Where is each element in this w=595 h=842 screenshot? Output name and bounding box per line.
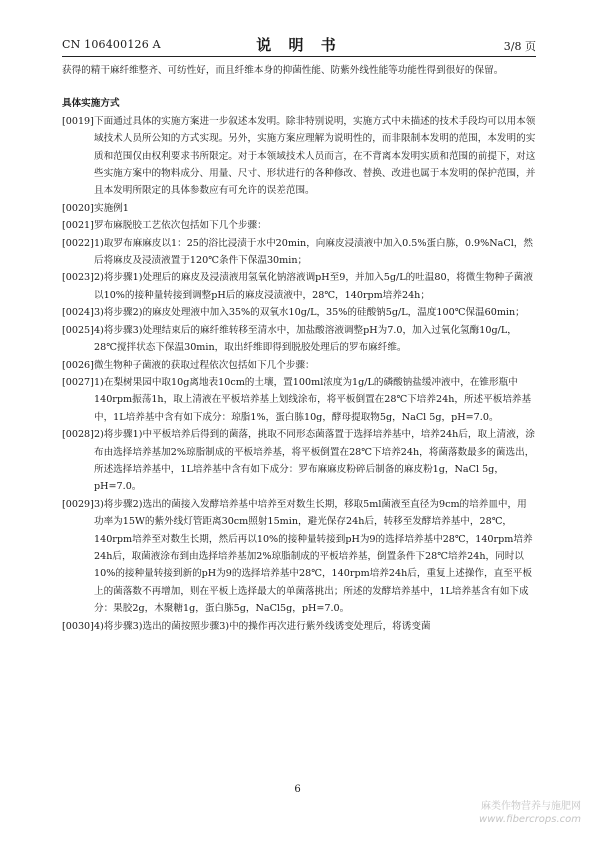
paragraph xyxy=(62,496,536,618)
intro-text: 获得的精干麻纤维整齐、可纺性好，而且纤维本身的抑菌性能、防紫外线性能等功能性得到很好的保留。 xyxy=(62,65,504,76)
watermark xyxy=(479,800,581,826)
paragraph-text: 2)将步骤1)中平板培养后得到的菌落，挑取不同形态菌落置于选择培养基中，培养24h后，取上清液，涂布由选择培养基加2%琼脂制成的平板培养基，将平板倒置在28℃下培养24h，将菌落数最多的菌选出，所述选择培养基中，1L培养基中含有如下成分：罗布麻麻皮粉碎后制备的麻皮粉1g，NaCl 5g，pH=7.0。 xyxy=(94,429,536,493)
paragraph-text: 实施例1 xyxy=(94,202,129,214)
paragraph-text: 罗布麻脱胶工艺依次包括如下几个步骤： xyxy=(94,220,267,232)
paragraph-number: [0027] xyxy=(62,376,94,388)
watermark-url: www.fibercrops.com xyxy=(479,814,581,825)
paragraph-text: 2)将步骤1)处理后的麻皮及浸渍液用氢氧化钠溶液调pH至9，并加入5g/L的吐温80，将微生物种子菌液以10%的接种量转接到调整pH后的麻皮浸渍液中，28℃，140rpm培养24h； xyxy=(94,272,533,301)
page-number: 6 xyxy=(294,784,301,795)
paragraph-number: [0019] xyxy=(62,115,94,127)
paragraph xyxy=(62,426,536,496)
paragraph-number: [0023] xyxy=(62,272,94,284)
watermark-site-name: 麻类作物营养与施肥网 xyxy=(481,801,581,812)
paragraph-number: [0020] xyxy=(62,202,94,214)
paragraph xyxy=(62,618,536,635)
header-rule xyxy=(62,56,536,57)
paragraph-number: [0022] xyxy=(62,237,94,249)
page-indicator: 3/8 页 xyxy=(503,40,536,53)
paragraph xyxy=(62,269,536,304)
paragraph-text: 3)将步骤2)的麻皮处理液中加入35%的双氧水10g/L，35%的硅酸钠5g/L，温度100℃保温60min； xyxy=(94,307,525,319)
paragraph xyxy=(62,374,536,426)
paragraph-text: 4)将步骤3)处理结束后的麻纤维转移至清水中，加盐酸溶液调整pH为7.0，加入过氧化氢酶10g/L，28℃搅拌状态下保温30min，取出纤维即得到脱胶处理后的罗布麻纤维。 xyxy=(94,324,517,354)
document-title: 说 明 书 xyxy=(256,36,342,54)
paragraph-number: [0029] xyxy=(62,498,94,510)
paragraph xyxy=(62,322,536,357)
paragraph-number: [0025] xyxy=(62,324,94,336)
paragraph xyxy=(62,200,536,217)
paragraph xyxy=(62,235,536,270)
paragraph xyxy=(62,217,536,234)
paragraph-text: 1)在梨树果园中取10g离地表10cm的土壤，置100ml浓度为1g/L的磷酸钠盐缓冲液中，在锥形瓶中140rpm振荡1h，取上清液在平板培养基上划线涂布，将平板倒置在28℃下培养24h，所述平板培养基中，1L培养基中含有如下成分：琼脂1%，蛋白胨10g，酵母提取物5g，NaCl 5g，pH=7.0。 xyxy=(94,376,532,423)
paragraph-text: 下面通过具体的实施方案进一步叙述本发明。除非特别说明，实施方式中未描述的技术手段均可以用本领域技术人员所公知的方式实现。另外，实施方案应理解为说明性的，而非限制本发明的范围，本发明的实质和范围仅由权利要求书所限定。对于本领域技术人员而言，在不背离本发明实质和范围的前提下，对这些实施方案中的物料成分、用量、尺寸、形状进行的各种修改、替换、改进也属于本发明的保护范围，并且本发明所限定的具体参数应有可允许的误差范围。 xyxy=(94,115,536,197)
paragraph-number: [0024] xyxy=(62,307,94,319)
patent-number: CN 106400126 A xyxy=(62,38,161,51)
paragraph-number: [0026] xyxy=(62,359,94,371)
page-header xyxy=(62,34,536,54)
paragraph-text: 微生物种子菌液的获取过程依次包括如下几个步骤： xyxy=(94,359,315,371)
paragraph xyxy=(62,113,536,200)
paragraph-text: 3)将步骤2)选出的菌接入发酵培养基中培养至对数生长期，移取5ml菌液至直径为9cm的培养皿中，用功率为15W的紫外线灯管距离30cm照射15min，避光保存24h后，转移至发酵培养基中，28℃，140rpm培养至对数生长期，然后再以10%的接种量转接到pH为9的选择培养基中28℃，140rpm培养24h后，取菌液涂布到由选择培养基加2%琼脂制成的平板培养基，倒置条件下28℃培养24h，同时以10%的接种量转接到新的pH为9的选择培养基中28℃，140rpm培养24h后，重复上述操作，直至平板上的菌落数不再增加，则在平板上选择最大的单菌落挑出；所述的发酵培养基中，1L培养基含有如下成分：果胶2g，木聚糖1g，蛋白胨5g，NaCl5g，pH=7.0。 xyxy=(94,498,533,615)
paragraph xyxy=(62,357,536,374)
paragraph-number: [0028] xyxy=(62,429,94,441)
document-body xyxy=(62,62,536,635)
section-heading: 具体实施方式 xyxy=(62,98,120,110)
paragraph-text: 1)取罗布麻麻皮以1：25的浴比浸渍于水中20min，向麻皮浸渍液中加入0.5%蛋白胨，0.9%NaCl，然后将麻皮及浸渍液置于120℃条件下保温30min； xyxy=(94,237,533,267)
paragraph-number: [0030] xyxy=(62,620,94,632)
paragraph-number: [0021] xyxy=(62,220,94,232)
paragraph xyxy=(62,304,536,321)
paragraph-text: 4)将步骤3)选出的菌按照步骤3)中的操作再次进行紫外线诱变处理后，将诱变菌 xyxy=(94,620,431,632)
